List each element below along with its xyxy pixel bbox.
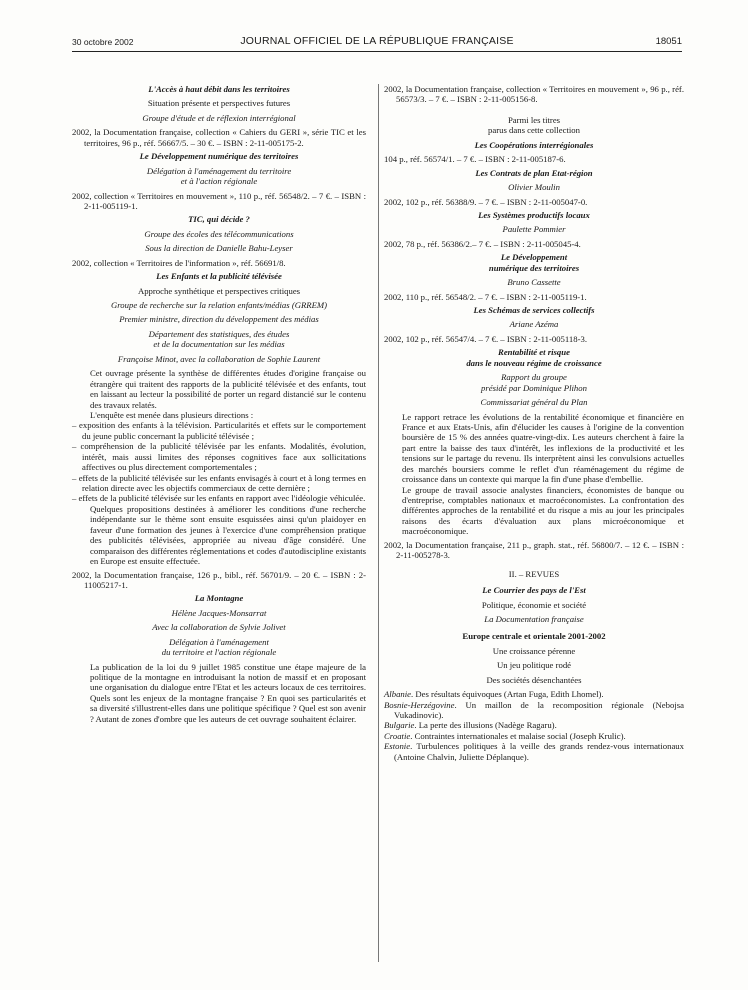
section-reference: 2002, 102 p., réf. 56388/9. – 7 €. – ISBN : 2-11-005047-0. bbox=[384, 196, 588, 207]
left-column bbox=[72, 84, 366, 724]
revue-theme: Des sociétés désenchantées bbox=[486, 674, 582, 685]
section-haut-debit bbox=[72, 84, 366, 148]
titles-line2: parus dans cette collection bbox=[488, 125, 580, 136]
section-montagne bbox=[72, 593, 366, 724]
article-entry bbox=[384, 720, 684, 730]
section-group: Groupe de recherche sur la relation enfants/médias (GRREM) bbox=[110, 300, 328, 310]
section-reference: 2002, la Documentation française, 211 p., graph. stat., réf. 56800/7. – 12 €. – ISBN : 2-11-005278-3. bbox=[384, 539, 684, 561]
article-entry bbox=[384, 689, 684, 699]
title-developpement-numerique bbox=[384, 252, 684, 302]
continued-reference: 2002, la Documentation française, collection « Territoires en mouvement », 96 p., réf. 56573/3. – 7 €. – ISBN : 2-11-005156-8. bbox=[384, 84, 684, 105]
section-org-line1: Délégation à l'aménagement du territoire bbox=[146, 165, 292, 176]
section-title: Les Contrats de plan Etat-région bbox=[475, 167, 593, 178]
article-text: . Un maillon de la recomposition régionale (Nebojsa Vukadinovic). bbox=[394, 699, 684, 720]
section-dept-line2: et de la documentation sur les médias bbox=[153, 339, 285, 350]
section-org: Premier ministre, direction du développement des médias bbox=[119, 314, 319, 325]
section-rapport-line1: Rapport du groupe bbox=[501, 372, 567, 383]
article-text: . La perte des illusions (Nadège Ragaru). bbox=[414, 720, 557, 731]
body-paragraph: Le groupe de travail associe analystes financiers, économistes de banque ou d'entreprise, comptables nationaux et macroéconomistes. La confrontation des différentes approches de la rentabilité et du risque a mis au jour les principales raisons des écarts d'évaluation aux plans microéconomique et macroéconomique. bbox=[402, 484, 684, 537]
dash-item: – exposition des enfants à la télévision. Particularités et effets sur le comportement du jeune public concernant la publicité télévisée ; bbox=[72, 420, 366, 441]
section-reference: 104 p., réf. 56574/1. – 7 €. – ISBN : 2-11-005187-6. bbox=[384, 154, 566, 165]
article-entry bbox=[384, 741, 684, 762]
section-reference: 2002, collection « Territoires en mouvement », 110 p., réf. 56548/2. – 7 €. – ISBN : 2-11-005119-1. bbox=[72, 190, 366, 211]
body-paragraph: Cet ouvrage présente la synthèse de différentes études d'origine française ou étrangère qui traitent des rapports de la publicité télévisée et des enfants, tout en laissant au lecteur la possibilité de porter un regard distancié sur le contenu des travaux relatés. bbox=[90, 368, 366, 410]
section-title: Le Développement numérique des territoires bbox=[139, 151, 299, 162]
section-reference: 2002, la Documentation française, collection « Cahiers du GERI », série TIC et les territoires, 96 p., réf. 56667/5. – 30 €. – ISBN : 2-11-005175-2. bbox=[72, 127, 366, 148]
header-journal-title: JOURNAL OFFICIEL DE LA RÉPUBLIQUE FRANÇAISE bbox=[240, 35, 514, 47]
article-text: . Turbulences politiques à la veille des grands rendez-vous internationaux (Antoine Chalvin, Juliette Déplanque). bbox=[394, 741, 684, 762]
article-entry bbox=[384, 700, 684, 721]
section-subtitle: Situation présente et perspectives futures bbox=[147, 98, 291, 109]
section-rapport-line2: présidé par Dominique Plihon bbox=[481, 382, 587, 393]
section-author: Bruno Cassette bbox=[507, 277, 561, 288]
section-title: L'Accès à haut débit dans les territoires bbox=[148, 84, 290, 94]
section-authors: Françoise Minot, avec la collaboration de Sophie Laurent bbox=[117, 353, 321, 364]
article-text: . Contraintes internationales et malaise social (Joseph Krulic). bbox=[410, 730, 626, 741]
section-title: Les Coopérations interrégionales bbox=[474, 139, 594, 150]
body-paragraph: Quelques propositions destinées à améliorer les conditions d'une recherche indépendante sur le thème sont ensuite esquissées ainsi qu'un plaidoyer en faveur d'une formation des jeunes à l'exercice d'une compréhension pratique des publicités télévisées, appropriée au niveau d'âge considéré. Une comparaison des différentes réglementations et codes d'autodiscipline existants en Europe est ensuite effectuée. bbox=[90, 503, 366, 567]
section-dept-line1: Département des statistiques, des études bbox=[148, 328, 290, 339]
section-author: Hélène Jacques-Monsarrat bbox=[171, 607, 267, 618]
dash-item: – compréhension de la publicité télévisée par les enfants. Modalités, évolution, intérêt, mais aussi limites des réponses cognitives face aux sollicitations affectives ou plus directement comportementales ; bbox=[72, 441, 366, 473]
section-org-line2: du territoire et l'action régionale bbox=[161, 647, 277, 658]
section-enfants-publicite bbox=[72, 271, 366, 590]
page-header bbox=[72, 34, 682, 48]
article-country: Croatie bbox=[384, 730, 411, 741]
body-paragraph: La publication de la loi du 9 juillet 1985 constitue une étape majeure de la politique de la montagne en introduisant la notion de massif et en proposant une organisation du dialogue entre l'Etat et les acteurs locaux de ces territoires. Quels sont les enjeux de la montagne française ? En quoi ses particularités et sa diversité s'illustrent-elles dans une politique spécifique ? Quel est son avenir ? Autant de zones d'ombre que les auteurs de cet ouvrage souhaitent éclairer. bbox=[90, 661, 366, 724]
section-title: TIC, qui décide ? bbox=[188, 214, 250, 225]
section-reference: 2002, 78 p., réf. 56386/2.– 7 €. – ISBN : 2-11-005045-4. bbox=[384, 238, 581, 249]
section-org-line2: et à l'action régionale bbox=[180, 176, 258, 187]
title-systemes-productifs bbox=[384, 210, 684, 249]
header-date: 30 octobre 2002 bbox=[72, 37, 134, 47]
article-entry bbox=[384, 731, 684, 741]
section-reference: 2002, 102 p., réf. 56547/4. – 7 €. – ISBN : 2-11-005118-3. bbox=[384, 333, 588, 344]
header-rule bbox=[72, 51, 682, 52]
title-schemas-services bbox=[384, 305, 684, 344]
revues-heading: II. – REVUES bbox=[508, 568, 560, 579]
section-rentabilite-risque bbox=[384, 347, 684, 560]
body-paragraph: L'enquête est menée dans plusieurs directions : bbox=[90, 409, 254, 420]
titles-line1: Parmi les titres bbox=[507, 114, 561, 125]
article-text: . Des résultats équivoques (Artan Fuga, Edith Lhomel). bbox=[411, 689, 604, 700]
body-paragraph: Le rapport retrace les évolutions de la rentabilité économique et financière en France et aux Etats-Unis, afin d'élucider les causes à l'origine de la convention boursière de 15 % des années quatre-vingt-dix. Les auteurs cherchent à faire la part entre la baisse des taux d'intérêt, les inflexions de la productivité et les tensions sur le partage du revenu. Ils interprètent ainsi les convulsions actuelles des marchés boursiers comme le reflet d'un réaménagement du régime de croissance dans un contexte qui marque la fin d'une phase d'embellie. bbox=[402, 411, 684, 485]
section-collaboration: Avec la collaboration de Sylvie Jolivet bbox=[152, 622, 286, 633]
section-direction: Sous la direction de Danielle Bahu-Leyser bbox=[145, 243, 293, 254]
section-group: Groupe d'étude et de réflexion interrégional bbox=[142, 112, 296, 123]
section-subtitle: Approche synthétique et perspectives critiques bbox=[137, 285, 301, 296]
section-title-line2: dans le nouveau régime de croissance bbox=[466, 357, 602, 368]
section-developpement-numerique bbox=[72, 151, 366, 211]
section-title: Les Schémas de services collectifs bbox=[473, 305, 595, 315]
column-separator bbox=[378, 84, 379, 962]
section-title: Les Enfants et la publicité télévisée bbox=[156, 271, 282, 282]
dash-item: – effets de la publicité télévisée sur les enfants envisagés à court et à long termes en relation directe avec les objectifs commerciaux de cette dernière ; bbox=[72, 472, 366, 493]
section-title: La Montagne bbox=[194, 593, 244, 604]
section-title: Les Systèmes productifs locaux bbox=[478, 209, 590, 220]
section-author: Ariane Azéma bbox=[509, 319, 559, 330]
section-title-line2: numérique des territoires bbox=[488, 262, 580, 273]
article-country: Bulgarie bbox=[384, 720, 415, 731]
title-contrats-plan bbox=[384, 168, 684, 207]
section-title-line1: Le Développement bbox=[500, 252, 568, 263]
section-author: Olivier Moulin bbox=[508, 182, 560, 193]
header-page-number: 18051 bbox=[655, 36, 682, 47]
title-cooperations bbox=[384, 140, 684, 165]
right-column bbox=[384, 84, 684, 762]
section-revues bbox=[384, 569, 684, 763]
revue-theme: Une croissance pérenne bbox=[492, 645, 576, 656]
section-tic bbox=[72, 214, 366, 268]
revue-title: Le Courrier des pays de l'Est bbox=[482, 585, 586, 596]
section-author: Paulette Pommier bbox=[502, 224, 566, 235]
section-reference: 2002, collection « Territoires de l'information », réf. 56691/8. bbox=[72, 257, 286, 268]
section-org: Commissariat général du Plan bbox=[480, 397, 588, 408]
revue-issue-title: Europe centrale et orientale 2001-2002 bbox=[462, 631, 606, 642]
section-reference: 2002, 110 p., réf. 56548/2. – 7 €. – ISBN : 2-11-005119-1. bbox=[384, 291, 587, 302]
section-reference: 2002, la Documentation française, 126 p., bibl., réf. 56701/9. – 20 €. – ISBN : 2-11005217-1. bbox=[72, 569, 366, 590]
article-country: Estonie bbox=[384, 741, 411, 752]
revue-theme: Un jeu politique rodé bbox=[496, 660, 572, 671]
dash-item: – effets de la publicité télévisée sur les enfants en rapport avec l'idéologie véhiculée. bbox=[72, 493, 366, 504]
article-country: Albanie bbox=[384, 689, 412, 700]
revue-publisher: La Documentation française bbox=[484, 613, 584, 624]
section-title-line1: Rentabilité et risque bbox=[498, 347, 570, 358]
section-org-line1: Délégation à l'aménagement bbox=[169, 636, 269, 647]
section-group: Groupe des écoles des télécommunications bbox=[144, 228, 294, 239]
revue-subtitle: Politique, économie et société bbox=[481, 599, 587, 610]
article-country: Bosnie-Herzégovine bbox=[384, 699, 455, 710]
